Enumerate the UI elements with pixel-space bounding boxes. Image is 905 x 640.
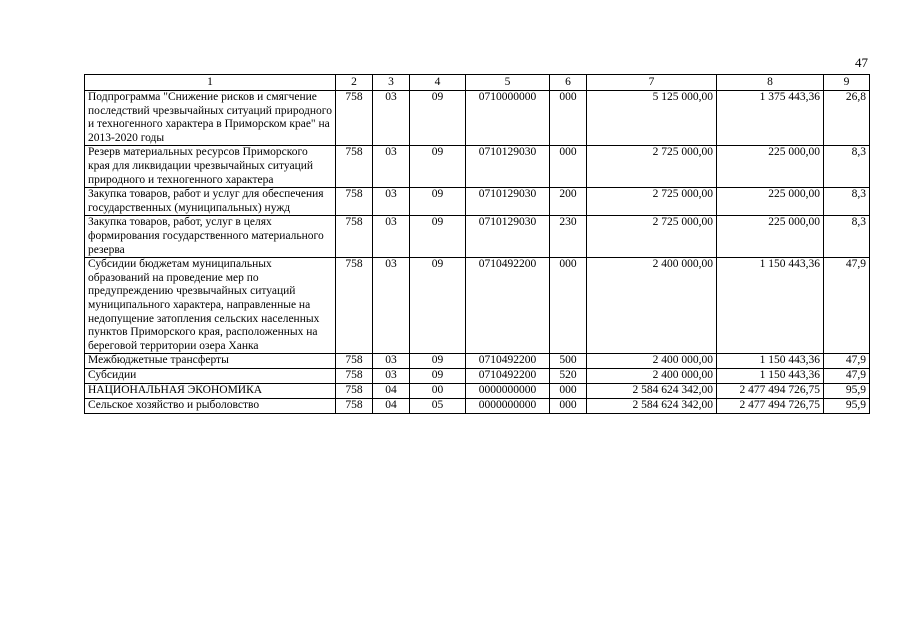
executed-amount: 2 477 494 726,75 (739, 384, 820, 397)
code-cell: 000 (550, 384, 587, 399)
budget-table (84, 74, 870, 414)
percent-cell (824, 188, 870, 216)
code-cell: 758 (336, 216, 373, 258)
planned-amount: 2 584 624 342,00 (632, 399, 713, 412)
percent-value: 8,3 (851, 188, 866, 201)
planned-amount: 2 400 000,00 (652, 354, 713, 367)
header-cell: 6 (550, 75, 587, 91)
executed-amount: 1 150 443,36 (759, 369, 820, 382)
executed-amount: 225 000,00 (768, 188, 820, 201)
header-cell: 1 (85, 75, 336, 91)
code-cell: 03 (373, 146, 410, 188)
amount-cell (717, 399, 824, 414)
amount-cell (717, 384, 824, 399)
code-cell: 200 (550, 188, 587, 216)
percent-value: 8,3 (851, 146, 866, 159)
code-cell: 04 (373, 399, 410, 414)
row-name-cell: Закупка товаров, работ, услуг в целях формирования государственного материального резерва (85, 216, 336, 258)
planned-amount: 5 125 000,00 (652, 91, 713, 103)
amount-cell (717, 354, 824, 369)
amount-cell (587, 354, 717, 369)
code-cell: 0710492200 (466, 258, 550, 354)
code-cell: 0710129030 (466, 188, 550, 216)
code-cell: 0710492200 (466, 354, 550, 369)
code-cell: 03 (373, 369, 410, 384)
executed-amount: 225 000,00 (768, 216, 820, 229)
table-row (85, 369, 870, 384)
code-cell: 0710129030 (466, 216, 550, 258)
executed-amount: 1 375 443,36 (759, 91, 820, 103)
table-row (85, 91, 870, 146)
amount-cell (587, 399, 717, 414)
planned-amount: 2 400 000,00 (652, 369, 713, 382)
amount-cell (587, 258, 717, 354)
planned-amount: 2 725 000,00 (652, 188, 713, 201)
table-row (85, 399, 870, 414)
code-cell: 758 (336, 399, 373, 414)
code-cell: 758 (336, 188, 373, 216)
row-name-cell: Субсидии бюджетам муниципальных образований на проведение мер по предупреждению чрезвычайных ситуаций муниципального характера, направленные на недопущение затопления сельских населенных пунктов Приморского края, расположенных на береговой территории озера Ханка (85, 258, 336, 354)
percent-value: 47,9 (845, 258, 866, 271)
amount-cell (717, 146, 824, 188)
row-name-cell: Резерв материальных ресурсов Приморского края для ликвидации чрезвычайных ситуаций природного и техногенного характера (85, 146, 336, 188)
code-cell: 000 (550, 146, 587, 188)
code-cell: 520 (550, 369, 587, 384)
percent-cell (824, 369, 870, 384)
header-cell: 8 (717, 75, 824, 91)
table-header-row (85, 75, 870, 91)
code-cell: 09 (410, 354, 466, 369)
code-cell: 03 (373, 188, 410, 216)
percent-cell (824, 399, 870, 414)
percent-cell (824, 258, 870, 354)
code-cell: 500 (550, 354, 587, 369)
code-cell: 230 (550, 216, 587, 258)
code-cell: 758 (336, 384, 373, 399)
percent-cell (824, 384, 870, 399)
code-cell: 03 (373, 216, 410, 258)
amount-cell (587, 188, 717, 216)
executed-amount: 2 477 494 726,75 (739, 399, 820, 412)
code-cell: 09 (410, 146, 466, 188)
code-cell: 758 (336, 258, 373, 354)
code-cell: 0000000000 (466, 399, 550, 414)
code-cell: 000 (550, 399, 587, 414)
percent-value: 95,9 (845, 399, 866, 412)
percent-value: 95,9 (845, 384, 866, 397)
percent-cell (824, 146, 870, 188)
percent-cell (824, 216, 870, 258)
code-cell: 09 (410, 216, 466, 258)
code-cell: 03 (373, 258, 410, 354)
row-name-cell: Субсидии (85, 369, 336, 384)
table-row (85, 216, 870, 258)
code-cell: 09 (410, 258, 466, 354)
header-cell: 3 (373, 75, 410, 91)
code-cell: 758 (336, 369, 373, 384)
table-row (85, 188, 870, 216)
amount-cell (587, 91, 717, 146)
code-cell: 04 (373, 384, 410, 399)
code-cell: 03 (373, 354, 410, 369)
amount-cell (717, 91, 824, 146)
executed-amount: 225 000,00 (768, 146, 820, 159)
code-cell: 00 (410, 384, 466, 399)
row-name-cell: Межбюджетные трансферты (85, 354, 336, 369)
code-cell: 758 (336, 354, 373, 369)
percent-cell (824, 91, 870, 146)
amount-cell (717, 258, 824, 354)
percent-value: 47,9 (845, 369, 866, 382)
planned-amount: 2 725 000,00 (652, 216, 713, 229)
table-row (85, 354, 870, 369)
code-cell: 0000000000 (466, 384, 550, 399)
executed-amount: 1 150 443,36 (759, 354, 820, 367)
amount-cell (717, 188, 824, 216)
code-cell: 000 (550, 91, 587, 146)
code-cell: 09 (410, 369, 466, 384)
percent-value: 47,9 (845, 354, 866, 367)
planned-amount: 2 725 000,00 (652, 146, 713, 159)
table-row (85, 146, 870, 188)
code-cell: 0710492200 (466, 369, 550, 384)
code-cell: 000 (550, 258, 587, 354)
planned-amount: 2 584 624 342,00 (632, 384, 713, 397)
amount-cell (587, 369, 717, 384)
code-cell: 0710129030 (466, 146, 550, 188)
code-cell: 05 (410, 399, 466, 414)
planned-amount: 2 400 000,00 (652, 258, 713, 271)
amount-cell (587, 146, 717, 188)
row-name-cell: НАЦИОНАЛЬНАЯ ЭКОНОМИКА (85, 384, 336, 399)
code-cell: 0710000000 (466, 91, 550, 146)
row-name-cell: Сельское хозяйство и рыболовство (85, 399, 336, 414)
executed-amount: 1 150 443,36 (759, 258, 820, 271)
header-cell: 2 (336, 75, 373, 91)
amount-cell (717, 369, 824, 384)
header-cell: 4 (410, 75, 466, 91)
header-cell: 5 (466, 75, 550, 91)
code-cell: 09 (410, 91, 466, 146)
code-cell: 758 (336, 91, 373, 146)
page-number: 47 (855, 55, 868, 70)
code-cell: 03 (373, 91, 410, 146)
row-name-cell: Подпрограмма "Снижение рисков и смягчение последствий чрезвычайных ситуаций природного и техногенного характера в Приморском крае" на 2013-2020 годы (85, 91, 336, 146)
table-row (85, 258, 870, 354)
row-name-cell: Закупка товаров, работ и услуг для обеспечения государственных (муниципальных) нужд (85, 188, 336, 216)
code-cell: 758 (336, 146, 373, 188)
percent-value: 26,8 (845, 91, 866, 103)
amount-cell (587, 216, 717, 258)
code-cell: 09 (410, 188, 466, 216)
amount-cell (587, 384, 717, 399)
header-cell: 7 (587, 75, 717, 91)
percent-cell (824, 354, 870, 369)
header-cell: 9 (824, 75, 870, 91)
table-row (85, 384, 870, 399)
amount-cell (717, 216, 824, 258)
percent-value: 8,3 (851, 216, 866, 229)
